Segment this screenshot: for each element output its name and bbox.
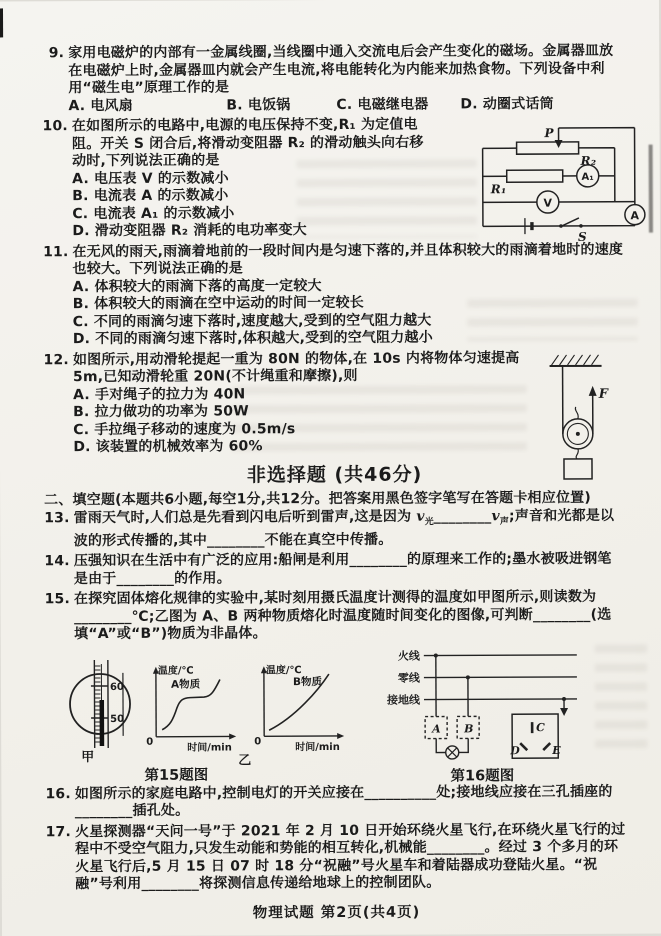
question-number: 10.	[42, 118, 72, 241]
x-axis-label: 时间/min	[295, 740, 340, 753]
label-r2: R₂	[580, 154, 597, 168]
label-a1: A₁	[581, 172, 594, 183]
section-title: 非选择题 (共46分)	[44, 458, 625, 488]
rheostat-symbol	[517, 142, 579, 154]
question-stem: 在无风的雨天,雨滴着地前的一段时间内是匀速下落的,并且体积较大的雨滴着地时的速度也较大。下列说法正确的是	[72, 241, 624, 278]
figure-15-caption: 第15题图	[116, 763, 236, 785]
option-c: C. 电磁继电器	[336, 96, 460, 114]
switch-blade	[562, 218, 579, 226]
option-a: A. 电风扇	[68, 97, 226, 115]
ground-wire	[424, 699, 577, 700]
question-stem: 家用电磁炉的内部有一金属线圈,当线圈中通入交流电后会产生变化的磁场。金属器皿放在电磁炉上时,金属器皿内就会产生电流,将电能转化为内能来加热食物。下列设备中利用“磁生电”原理工作的是	[68, 43, 623, 98]
fill-in-section-header: 二、填空题(本题共6小题,每空1分,共12分。把答案用黑色签字笔写在答题卡相应位置)	[44, 488, 625, 509]
mercury-column	[100, 700, 105, 746]
slot-c-label: C	[536, 721, 545, 734]
live-wire-label: 火线	[398, 648, 421, 662]
household-circuit-figure	[384, 646, 585, 767]
ceiling-hatch	[552, 354, 599, 364]
label-jia: 甲	[81, 746, 94, 765]
pulley-bottom-hook	[576, 448, 578, 458]
series-label-b: B物质	[293, 675, 323, 688]
v-light-subscript: 光	[425, 517, 434, 527]
question-13	[44, 507, 625, 550]
x-axis-label: 时间/min	[187, 740, 232, 753]
question-number: 12.	[43, 352, 73, 457]
question-number: 15.	[45, 591, 75, 644]
origin-label: 0	[254, 736, 261, 747]
load-block	[564, 458, 592, 478]
question-17	[46, 822, 627, 895]
question-stem: 在如图所示的电路中,电源的电压保持不变,R₁ 为定值电阻。开关 S 闭合后,将滑动变阻器 R₂ 的滑动触头向右移动时,下列说法正确的是	[72, 117, 438, 171]
label-yi: 乙	[238, 749, 251, 768]
graph-b-figure	[249, 661, 349, 756]
option-b: B. 电流表 A 的示数减小	[72, 187, 438, 206]
question-10	[42, 116, 624, 241]
option-a: A. 体积较大的雨滴下落的高度一定较大	[73, 276, 625, 296]
answer-blank: ________	[434, 508, 492, 524]
question-number: 14.	[44, 553, 74, 588]
question-number: 13.	[44, 510, 74, 551]
option-c: C. 电流表 A₁ 的示数减小	[72, 204, 438, 223]
resistor-symbol	[507, 170, 563, 182]
x-arrow	[337, 733, 344, 739]
socket-slot-d	[520, 743, 527, 750]
slot-e-label: E	[551, 744, 561, 757]
option-a: A. 手对绳子的拉力为 40N	[73, 385, 523, 404]
graph-a-figure	[141, 661, 241, 756]
page-footer: 物理试题 第2页(共4页)	[46, 900, 627, 924]
live-wire	[424, 655, 577, 656]
slot-d-label: D	[509, 744, 520, 757]
x-arrow	[229, 733, 236, 739]
pulley-top-hook	[575, 406, 578, 418]
option-b: B. 拉力做功的功率为 50W	[73, 402, 523, 421]
option-a: A. 电压表 V 的示数减小	[72, 169, 438, 188]
question-number: 11.	[43, 244, 73, 349]
option-d: D. 不同的雨滴匀速下落时,体积越大,受到的空气阻力越小	[73, 329, 625, 349]
v-sound-symbol: v	[491, 508, 499, 524]
question-12	[43, 349, 624, 457]
pulley-axle	[576, 431, 580, 435]
question-stem: 雷雨天气时,人们总是先看到闪电后听到雷声,这是因为	[74, 508, 417, 525]
series-label-a: A物质	[171, 677, 201, 690]
neutral-wire-label: 零线	[398, 670, 421, 684]
option-c: C. 不同的雨滴匀速下落时,速度越大,受到的空气阻力越大	[73, 311, 625, 331]
ground-arrow	[560, 708, 568, 716]
question-number: 9.	[42, 45, 68, 115]
question-stem: 如图所示,用动滑轮提起一重为 80N 的物体,在 10s 内将物体匀速提高 5m,已知动滑轮重 20N(不计绳重和摩擦),则	[73, 350, 523, 387]
question-number: 17.	[46, 824, 76, 894]
question-11	[43, 241, 624, 349]
label-a: A	[631, 209, 640, 222]
label-v: V	[543, 197, 552, 210]
lamp-cross	[448, 748, 457, 757]
question-15	[45, 589, 626, 644]
question-stem: 压强知识在生活中有广泛的应用:船闸是利用________的原理来工作的;墨水被吸进钢笔是由于________的作用。	[74, 551, 626, 588]
option-d: D. 该装置的机械效率为 60%	[73, 437, 523, 456]
exam-content	[42, 43, 627, 923]
label-f: F	[598, 386, 609, 401]
option-c: C. 手拉绳子移动的速度为 0.5m/s	[73, 420, 523, 439]
pulley-figure	[543, 349, 639, 479]
option-d: D. 滑动变阻器 R₂ 消耗的电功率变大	[72, 222, 438, 241]
thermometer-figure	[63, 656, 143, 752]
question-stem: ;声音和光都是以波的形式传播的,其中________不能在真空中传播。	[74, 507, 615, 549]
scan-edge-mark	[0, 8, 3, 37]
figures-row	[45, 646, 627, 787]
tick-label-60: 60	[110, 682, 124, 693]
question-14	[44, 551, 625, 589]
origin-label: 0	[146, 737, 153, 748]
option-b: B. 体积较大的雨滴在空中运动的时间一定较长	[73, 294, 625, 314]
v-sound-subscript: 声	[500, 517, 509, 527]
y-axis-label: 温度/℃	[266, 663, 302, 676]
question-9	[42, 43, 623, 116]
figure-16-caption: 第16题图	[422, 764, 542, 786]
option-b: B. 电饭锅	[226, 96, 336, 114]
y-axis-label: 温度/℃	[158, 663, 194, 676]
label-r1: R₁	[490, 182, 507, 196]
question-stem: 火星探测器“天问一号”于 2021 年 2 月 10 日开始环绕火星飞行,在环绕火星飞行的过程中不受空气阻力,只发生动能和势能的相互转化,机械能________。经过 3 个多月的环火星飞行后,5 月 15 日 07 时 18 分“祝融”号火星车和着陆器成功登陆火星。“祝融”号利用________将探测信息传递给地球上的控制团队。	[75, 822, 627, 894]
question-stem: 在探究固体熔化规律的实验中,某时刻用摄氏温度计测得的温度如甲图所示,则读数为________℃;乙图为 A、B 两种物质熔化时温度随时间变化的图像,可判断________(选填“A”或“B”)物质为非晶体。	[74, 589, 626, 644]
question-number: 16.	[45, 786, 75, 821]
slider-arrow	[555, 140, 563, 148]
box-b-label: B	[463, 722, 473, 735]
box-a-label: A	[431, 722, 441, 735]
question-16	[45, 784, 626, 822]
neutral-wire	[424, 677, 577, 678]
socket-slot-e	[543, 743, 550, 750]
tick-label-50: 50	[110, 714, 124, 725]
circuit-figure	[474, 122, 650, 247]
ground-wire-label: 接地线	[386, 692, 421, 706]
label-p: P	[544, 126, 555, 140]
question-stem: 如图所示的家庭电路中,控制电灯的开关应接在__________处;接地线应接在三孔插座的________插孔处。	[75, 784, 627, 821]
force-arrowhead	[589, 385, 597, 395]
v-light-symbol: v	[416, 508, 424, 524]
option-d: D. 动圈式话筒	[460, 96, 553, 114]
label-s: S	[578, 230, 587, 244]
